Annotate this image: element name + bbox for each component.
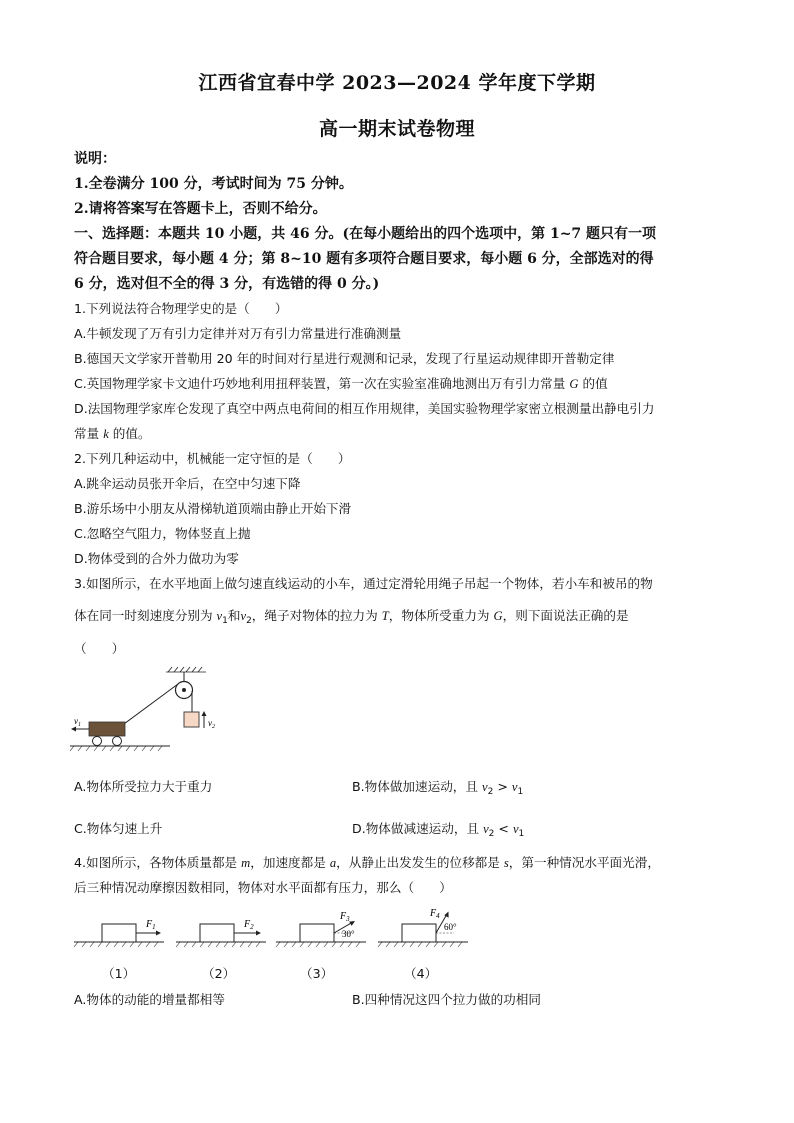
v1-arrowhead — [71, 727, 76, 732]
q4-var-m: m — [241, 856, 251, 870]
q3-sub-2: 2 — [487, 787, 494, 797]
instruction-item-2: 2.请将答案写在答题卡上，否则不给分。 — [74, 201, 327, 217]
q4-stem-text-a: 4.如图所示，各物体质量都是 — [74, 855, 242, 870]
q3-var-v: v — [482, 780, 488, 794]
q3-answer-paren: （ ） — [74, 641, 125, 656]
q1-option-d-line1: D.法国物理学家库仑发现了真空中两点电荷间的相互作用规律，美国实验物理学家密立根测量出静电引力 — [74, 401, 655, 416]
q3-var-g: G — [493, 609, 503, 623]
case-4-diagram — [378, 908, 468, 947]
q4-option-a: A.物体的动能的增量都相等 — [74, 992, 225, 1007]
q3-stem-text-d: ，则下面说法正确的是 — [502, 608, 629, 623]
force-f2-label: $F_2$ — [244, 919, 254, 931]
q3-stem-line2 — [74, 605, 722, 626]
q3-var-v: v — [240, 609, 247, 623]
q3-sub-1: 1 — [518, 829, 525, 839]
ground-hatch — [70, 746, 162, 751]
hanging-block — [184, 712, 199, 727]
force-f3-label: $F_3$ — [340, 911, 350, 923]
q4-force-figure — [74, 906, 474, 952]
case-label-4: （4） — [404, 966, 438, 981]
q3-option-a: A.物体所受拉力大于重力 — [74, 779, 213, 794]
cart-body — [89, 722, 125, 736]
q3-option-b — [352, 776, 523, 797]
q3-option-b-text: B.物体做加速运动，且 — [352, 779, 482, 794]
q4-stem-text-b: ，加速度都是 — [250, 855, 330, 870]
block-1 — [102, 924, 136, 942]
q1-option-a: A.牛顿发现了万有引力定律并对万有引力常量进行准确测量 — [74, 326, 402, 341]
q1-option-d-line2 — [74, 423, 722, 442]
block-2 — [200, 924, 234, 942]
q3-sub-1: 1 — [517, 787, 524, 797]
q3-option-d-text: D.物体做减速运动，且 — [352, 821, 484, 836]
q1-option-c-var: G — [569, 377, 579, 391]
case-label-3: （3） — [300, 966, 334, 981]
q1-option-d-text: 常量 — [74, 426, 104, 441]
section1-heading-line1: 一、选择题：本题共 10 小题，共 46 分。(在每小题给出的四个选项中，第 1~7 题只有一项 — [74, 226, 657, 242]
case-2-diagram — [176, 919, 266, 947]
q1-option-c-text: C.英国物理学家卡文迪什巧妙地利用扭秤装置，第一次在实验室准确地测出万有引力常量 — [74, 376, 570, 391]
q1-option-c-tail: 的值 — [578, 376, 608, 391]
q4-var-a: a — [329, 856, 337, 870]
v2-label: $v_2$ — [208, 718, 215, 730]
q3-var-v: v — [483, 822, 489, 836]
rope-to-cart — [124, 684, 178, 724]
q3-sub-1: 1 — [222, 616, 228, 626]
q1-stem: 1.下列说法符合物理学史的是（ ） — [74, 301, 288, 316]
case-label-2: （2） — [202, 966, 236, 981]
q3-stem-line1: 3.如图所示，在水平地面上做匀速直线运动的小车，通过定滑轮用绳子吊起一个物体，若小车和被吊的物 — [74, 576, 653, 591]
ceiling-hatch — [166, 667, 206, 672]
q3-var-v: v — [216, 609, 223, 623]
cart-wheel — [93, 737, 102, 746]
block-4 — [402, 924, 436, 942]
q3-stem-text-a: 体在同一时刻速度分别为 — [74, 608, 217, 623]
angle-30-label: 30° — [342, 929, 355, 939]
angle-60-label: 60° — [444, 922, 457, 932]
q4-stem-line2: 后三种情况动摩擦因数相同，物体对水平面都有压力，那么（ ） — [74, 880, 452, 895]
exam-title-subject: 高一期末试卷物理 — [318, 118, 475, 140]
force-f4-label: $F_4$ — [430, 908, 440, 920]
q4-stem-text-c: ，从静止出发发生的位移都是 — [336, 855, 504, 870]
q3-pulley-figure — [70, 666, 230, 752]
q3-relation-lt: < — [494, 821, 513, 836]
q3-option-d — [352, 818, 524, 839]
exam-title-school: 江西省宜春中学 2023—2024 学年度下学期 — [198, 72, 596, 94]
q3-stem-text-b: ，绳子对物体的拉力为 — [251, 608, 382, 623]
q2-option-d: D.物体受到的合外力做功为零 — [74, 551, 239, 566]
q4-stem-line1 — [74, 852, 722, 871]
section1-heading-line2: 符合题目要求，每小题 4 分；第 8~10 题有多项符合题目要求，每小题 6 分，全部选对的得 — [74, 251, 654, 267]
instruction-item-1: 1.全卷满分 100 分，考试时间为 75 分钟。 — [74, 176, 353, 192]
q3-sub-2: 2 — [246, 616, 252, 626]
cart-wheel — [113, 737, 122, 746]
q3-var-v: v — [511, 780, 518, 794]
q3-var-t: T — [381, 609, 389, 623]
q3-var-v: v — [512, 822, 519, 836]
q4-option-b: B.四种情况这四个拉力做的功相同 — [352, 992, 541, 1007]
case-3-diagram — [276, 911, 366, 947]
section1-heading-line3: 6 分，选对但不全的得 3 分，有选错的得 0 分。) — [74, 276, 380, 292]
q4-var-s: s — [503, 856, 509, 870]
q3-sub-2: 2 — [488, 829, 495, 839]
q2-option-a: A.跳伞运动员张开伞后，在空中匀速下降 — [74, 476, 301, 491]
q1-option-d-var: k — [103, 427, 109, 441]
block-3 — [300, 924, 334, 942]
pulley-axle — [182, 688, 186, 692]
q3-and: 和 — [227, 608, 241, 623]
q3-stem-text-c: ，物体所受重力为 — [388, 608, 494, 623]
q3-relation-gt: > — [493, 779, 512, 794]
force-f1-label: $F_1$ — [146, 919, 156, 931]
v1-label: $v_1$ — [74, 716, 81, 728]
v2-arrowhead — [202, 711, 207, 716]
q1-option-d-tail: 的值。 — [108, 426, 151, 441]
q2-stem: 2.下列几种运动中，机械能一定守恒的是（ ） — [74, 451, 351, 466]
q2-option-b: B.游乐场中小朋友从滑梯轨道顶端由静止开始下滑 — [74, 501, 352, 516]
case-1-diagram — [74, 919, 164, 947]
q2-option-c: C.忽略空气阻力，物体竖直上抛 — [74, 526, 251, 541]
q3-option-c: C.物体匀速上升 — [74, 821, 163, 836]
q1-option-c — [74, 373, 722, 392]
instructions-heading: 说明： — [74, 151, 116, 167]
case-label-1: （1） — [102, 966, 136, 981]
q1-option-b: B.德国天文学家开普勒用 20 年的时间对行星进行观测和记录，发现了行星运动规律即开普勒定律 — [74, 351, 615, 366]
q4-stem-text-d: ，第一种情况水平面光滑， — [508, 855, 660, 870]
